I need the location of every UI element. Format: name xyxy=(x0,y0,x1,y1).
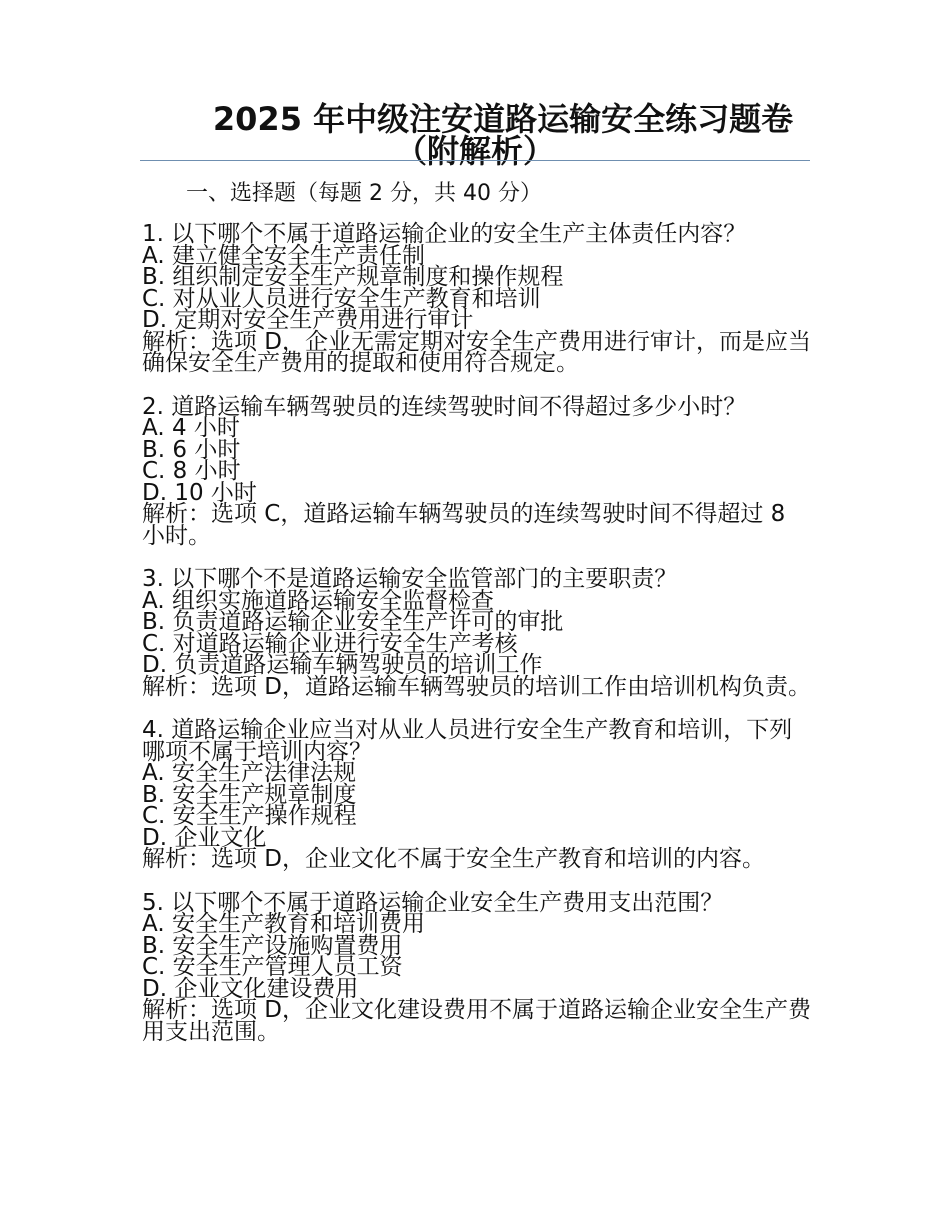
option-c: C. 对道路运输企业进行安全生产考核 xyxy=(142,630,518,657)
question-stem: 4. 道路运输企业应当对从业人员进行安全生产教育和培训，下列哪项不属于培训内容？ xyxy=(142,717,793,765)
question-stem: 1. 以下哪个不属于道路运输企业的安全生产主体责任内容？ xyxy=(142,221,747,247)
question-3 xyxy=(142,566,814,700)
document-title xyxy=(140,100,810,170)
question-stem: 3. 以下哪个不是道路运输安全监管部门的主要职责？ xyxy=(142,566,678,592)
option-b: B. 组织制定安全生产规章制度和操作规程 xyxy=(142,264,564,290)
option-d: D. 企业文化 xyxy=(142,824,267,851)
option-d: D. 10 小时 xyxy=(142,479,257,506)
question-analysis: 解析：选项 C，道路运输车辆驾驶员的连续驾驶时间不得超过 8 小时。 xyxy=(142,501,786,549)
title-line-2: （附解析） xyxy=(394,132,555,170)
question-stem: 5. 以下哪个不属于道路运输企业安全生产费用支出范围？ xyxy=(142,889,724,916)
option-c: C. 8 小时 xyxy=(142,458,241,484)
question-4 xyxy=(142,717,814,872)
option-c: C. 安全生产操作规程 xyxy=(142,803,357,829)
option-a: A. 4 小时 xyxy=(142,415,240,441)
question-analysis: 解析：选项 D，企业无需定期对安全生产费用进行审计，而是应当确保安全生产费用的提取和使用符合规定。 xyxy=(142,328,812,376)
option-b: B. 安全生产规章制度 xyxy=(142,781,357,808)
question-list xyxy=(142,221,814,1065)
option-a: A. 安全生产法律法规 xyxy=(142,760,356,786)
option-b: B. 安全生产设施购置费用 xyxy=(142,932,403,959)
option-a: A. 建立健全安全生产责任制 xyxy=(142,242,425,269)
question-analysis: 解析：选项 D，企业文化建设费用不属于道路运输企业安全生产费用支出范围。 xyxy=(142,997,812,1045)
title-divider xyxy=(140,160,810,161)
option-d: D. 定期对安全生产费用进行审计 xyxy=(142,307,474,333)
option-d: D. 负责道路运输车辆驾驶员的培训工作 xyxy=(142,652,543,678)
question-5 xyxy=(142,889,814,1045)
option-a: A. 组织实施道路运输安全监督检查 xyxy=(142,587,494,614)
option-b: B. 负责道路运输企业安全生产许可的审批 xyxy=(142,609,564,635)
section-heading: 一、选择题（每题 2 分，共 40 分） xyxy=(186,181,542,206)
option-d: D. 企业文化建设费用 xyxy=(142,975,359,1002)
option-c: C. 对从业人员进行安全生产教育和培训 xyxy=(142,285,541,312)
question-1 xyxy=(142,221,814,376)
option-b: B. 6 小时 xyxy=(142,436,241,463)
question-2 xyxy=(142,393,814,549)
question-stem: 2. 道路运输车辆驾驶员的连续驾驶时间不得超过多少小时？ xyxy=(142,393,747,420)
option-a: A. 安全生产教育和培训费用 xyxy=(142,911,425,937)
question-analysis: 解析：选项 D，企业文化不属于安全生产教育和培训的内容。 xyxy=(142,846,766,872)
question-analysis: 解析：选项 D，道路运输车辆驾驶员的培训工作由培训机构负责。 xyxy=(142,673,812,700)
option-c: C. 安全生产管理人员工资 xyxy=(142,954,403,980)
title-line-1: 2025 年中级注安道路运输安全练习题卷 xyxy=(212,100,794,138)
